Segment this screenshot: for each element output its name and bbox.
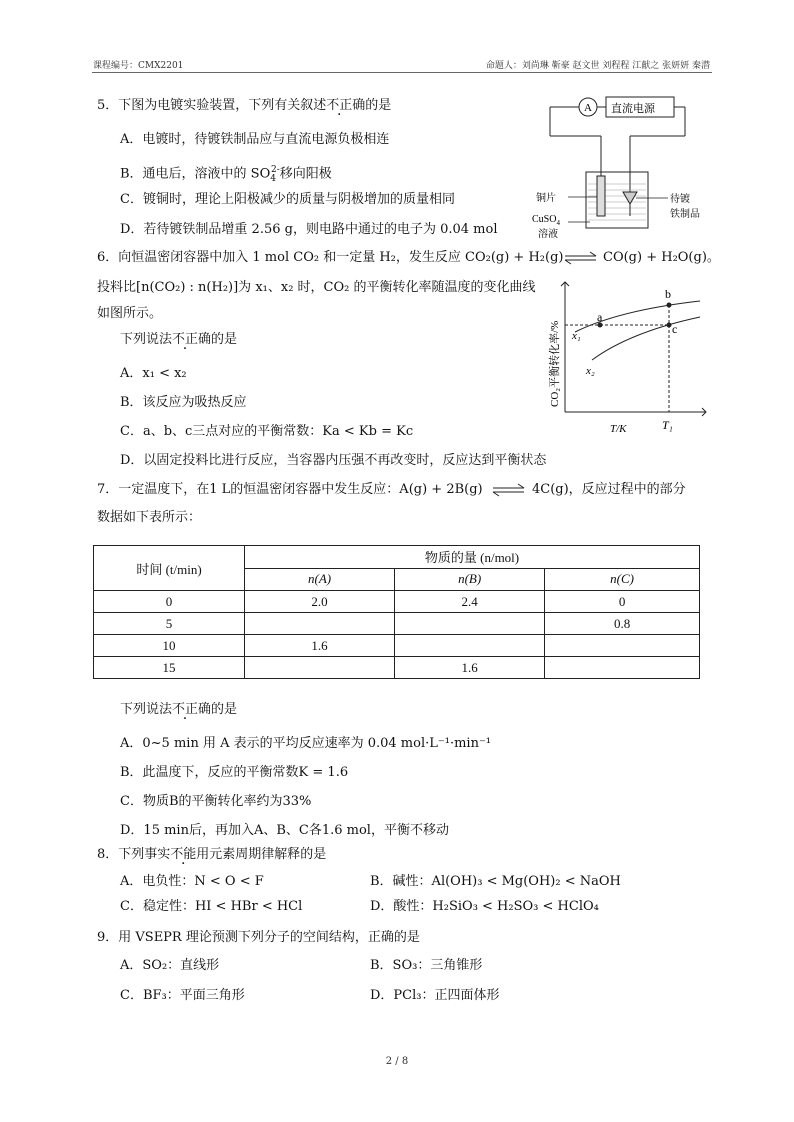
table-row [94, 613, 700, 635]
label-x1: x₁ [572, 330, 581, 342]
q5-emphasis: 不正 [326, 98, 353, 113]
q7-prompt [120, 702, 237, 718]
table-cell [395, 613, 545, 635]
col-header: n(C) [545, 568, 700, 591]
authors: 命题人：刘尚琳 靳豪 赵文世 刘程程 江献之 张妍妍 秦潜 [485, 61, 710, 71]
time-header: 时间 (t/min) [94, 546, 245, 591]
table-cell: 15 [94, 657, 245, 679]
copper-plate [597, 176, 605, 216]
curve-x1 [575, 301, 700, 332]
item-label-2: 铁制品 [670, 209, 700, 220]
point-b [667, 303, 672, 308]
q7-stem-right: 4C(g)，反应过程中的部分 [532, 482, 686, 497]
solution-label-2: 溶液 [538, 229, 558, 240]
q5-option-a: A．电镀时，待镀铁制品应与直流电源负极相连 [120, 132, 390, 147]
q8-option-d: D．酸性：H₂SiO₃ < H₂SO₃ < HClO₄ [370, 899, 599, 914]
q8-stem-text: 8．下列事实 [97, 847, 171, 862]
conversion-chart [540, 272, 712, 436]
curve-x2 [592, 317, 700, 360]
table-cell: 5 [94, 613, 245, 635]
q5-stem-end: 确的是 [352, 98, 392, 113]
table-cell: 0.8 [545, 613, 700, 635]
course-code: 课程编号：CMX2201 [93, 61, 184, 71]
col-header: n(B) [395, 568, 545, 591]
q5-stem [97, 98, 391, 114]
q9-stem: 9．用 VSEPR 理论预测下列分子的空间结构，正确的是 [97, 930, 420, 945]
q5-option-b-end: 移向阳极 [279, 166, 332, 182]
table-cell: 2.4 [395, 591, 545, 613]
solution-label: CuSO$_4$ [532, 214, 560, 227]
q8-emphasis: 不能 [170, 847, 197, 862]
table-cell [545, 657, 700, 679]
q6-option-a: A．x₁ < x₂ [120, 366, 187, 381]
q7-emphasis: 不正 [172, 702, 199, 717]
q6-stem-line3: 如图所示。 [97, 306, 163, 321]
table-row [94, 635, 700, 657]
electroplating-diagram [528, 92, 718, 244]
beaker [586, 172, 648, 228]
table-cell: 1.6 [245, 635, 395, 657]
q8-option-b: B．碱性：Al(OH)₃ < Mg(OH)₂ < NaOH [370, 874, 621, 889]
table-cell: 1.6 [395, 657, 545, 679]
q7-option-d: D．15 min后，再加入A、B、C各1.6 mol，平衡不移动 [120, 823, 449, 838]
q9-option-b: B．SO₃：三角锥形 [370, 958, 483, 973]
q7-data-table [93, 545, 700, 679]
reversible-arrow-icon-2 [491, 482, 527, 498]
table-cell: 0 [94, 591, 245, 613]
q5-option-c: C．镀铜时，理论上阳极减少的质量与阴极增加的质量相同 [120, 192, 455, 207]
reversible-arrow-icon [563, 250, 599, 266]
q5-option-b [120, 162, 332, 187]
copper-label: 铜片 [536, 193, 556, 204]
ammeter-label: A [584, 102, 592, 114]
q7-option-b: B．此温度下，反应的平衡常数K = 1.6 [120, 765, 349, 780]
t1-label: T₁ [662, 418, 673, 432]
q7-stem-line1: 7．一定温度下，在1 L的恒温密闭容器中发生反应：A(g) + 2B(g) [97, 482, 483, 497]
header-rule [92, 72, 712, 73]
table-cell [245, 657, 395, 679]
q6-prompt-text: 下列说法 [120, 332, 173, 347]
q6-stem-text: 6．向恒温密闭容器中加入 1 mol CO₂ 和一定量 H₂，发生反应 CO₂(g) + H₂(g) [97, 250, 564, 265]
label-b: b [665, 287, 671, 301]
q6-prompt-end: 确的是 [198, 332, 238, 347]
q6-stem-line2: 投料比[n(CO₂) : n(H₂)]为 x₁、x₂ 时，CO₂ 的平衡转化率随温度的变化曲线 [97, 280, 536, 295]
label-a: a [597, 310, 603, 324]
q5-option-b-sub: 4 [270, 173, 276, 184]
q5-option-d: D．若待镀铁制品增重 2.56 g，则电路中通过的电子为 0.04 mol [120, 222, 498, 237]
amount-header: 物质的量 (n/mol) [245, 546, 700, 569]
point-c [667, 323, 672, 328]
q7-prompt-text: 下列说法 [120, 702, 173, 717]
q7-option-c: C．物质B的平衡转化率约为33% [120, 794, 312, 809]
table-cell [545, 635, 700, 657]
q8-option-c: C．稳定性：HI < HBr < HCl [120, 899, 303, 914]
q7-stem-line2: 数据如下表所示： [97, 510, 202, 525]
q6-option-c: C．a、b、c三点对应的平衡常数：Ka < Kb = Kc [120, 424, 414, 439]
q5-option-b-text: B．通电后，溶液中的 SO [120, 166, 271, 182]
table-cell [395, 635, 545, 657]
q6-stem-right: CO(g) + H₂O(g)。 [603, 250, 720, 265]
table-cell: 0 [545, 591, 700, 613]
q5-stem-text: 5．下图为电镀实验装置，下列有关叙述 [97, 98, 327, 113]
label-c: c [672, 322, 678, 336]
q6-stem-line1 [97, 250, 563, 266]
power-supply-label: 直流电源 [611, 103, 655, 115]
q7-prompt-end: 确的是 [198, 702, 238, 717]
table-row [94, 591, 700, 613]
q6-prompt [120, 332, 237, 348]
table-cell: 10 [94, 635, 245, 657]
q5-option-b-sup: 2- [270, 165, 280, 175]
q6-option-d: D．以固定投料比进行反应，当容器内压强不再改变时，反应达到平衡状态 [120, 453, 547, 468]
x-axis-label: T/K [610, 423, 627, 435]
table-row [94, 657, 700, 679]
q9-option-d: D．PCl₃：正四面体形 [370, 988, 500, 1003]
q8-stem-end: 用元素周期律解释的是 [196, 847, 327, 862]
q9-option-c: C．BF₃：平面三角形 [120, 988, 245, 1003]
item-label: 待镀 [670, 194, 690, 205]
y-axis-label: CO₂平衡转化率/% [549, 320, 561, 407]
q7-option-a: A．0~5 min 用 A 表示的平均反应速率为 0.04 mol·L⁻¹·min⁻¹ [120, 736, 492, 751]
q9-option-a: A．SO₂：直线形 [120, 958, 220, 973]
table-cell: 2.0 [245, 591, 395, 613]
table-cell [245, 613, 395, 635]
q8-stem [97, 847, 326, 863]
q6-emphasis: 不正 [172, 332, 199, 347]
col-header: n(A) [245, 568, 395, 591]
page-number: 2 / 8 [385, 1056, 409, 1067]
label-x2: x₂ [586, 365, 595, 377]
q6-option-b: B．该反应为吸热反应 [120, 395, 247, 410]
q8-option-a: A．电负性：N < O < F [120, 874, 264, 889]
